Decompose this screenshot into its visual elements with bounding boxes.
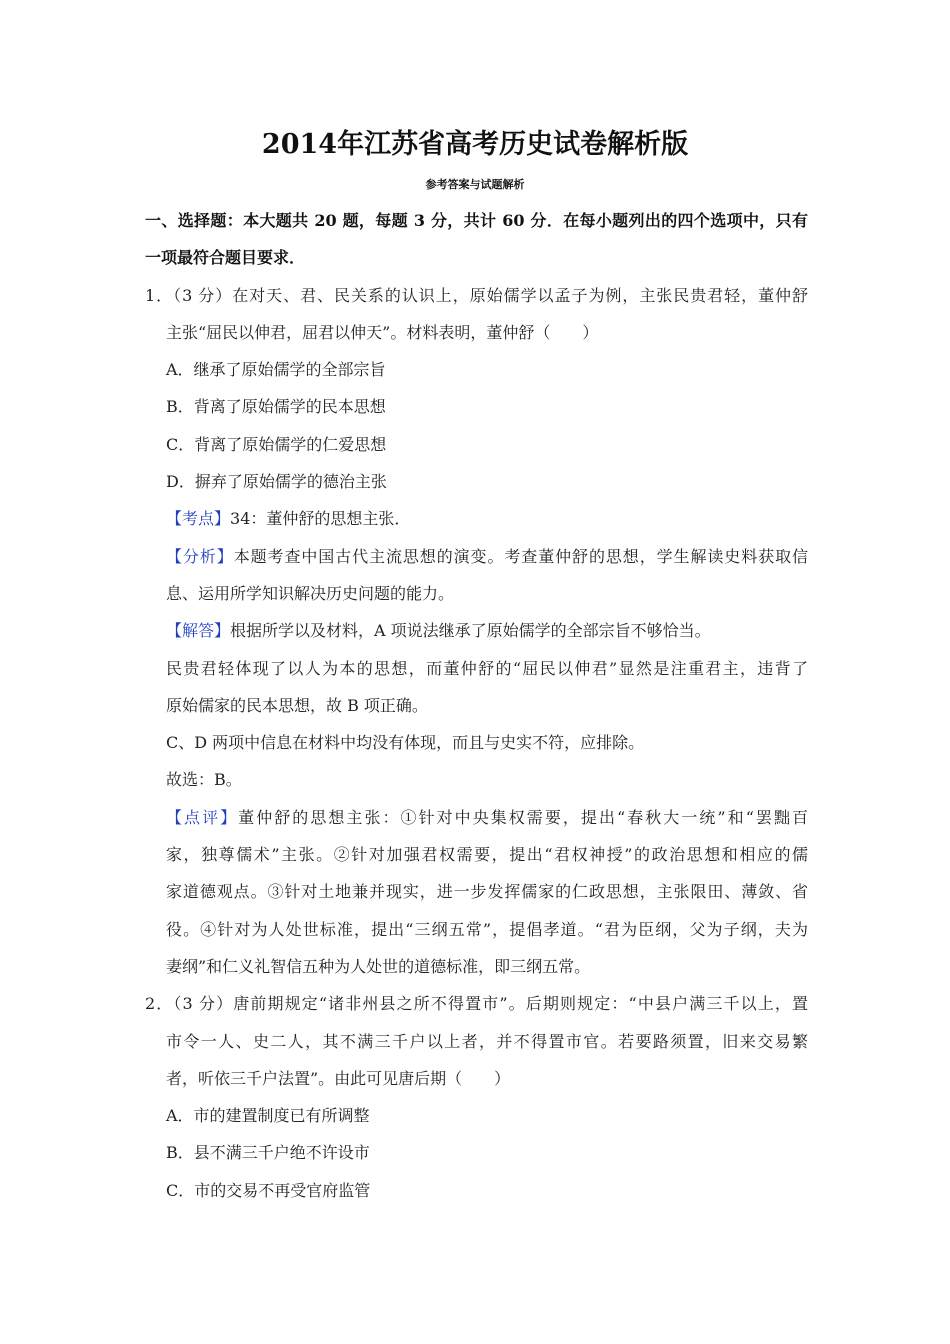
jieda-label: 【解答】 <box>166 621 231 641</box>
q1-stem: 1．（3 分）在对天、君、民关系的认识上，原始儒学以孟子为例，主张民贵君轻，董仲舒 <box>145 285 808 305</box>
q1-dianping-5: 妻纲”和仁义礼智信五种为人处世的道德标准，即三纲五常。 <box>166 956 591 976</box>
section-heading: 一、选择题：本大题共 20 题，每题 3 分，共计 60 分．在每小题列出的四个选项中，只有 <box>145 211 808 230</box>
q1-option-b: B．背离了原始儒学的民本思想 <box>166 397 386 417</box>
kaodian-text: 34：董仲舒的思想主张． <box>230 509 411 529</box>
q1-option-a: A．继承了原始儒学的全部宗旨 <box>166 360 386 380</box>
q1-dianping-4: 役。④针对为人处世标准，提出“三纲五常”，提倡孝道。“君为臣纲，父为子纲，夫为 <box>166 919 808 939</box>
section-heading-cont: 一项最符合题目要求． <box>145 248 306 268</box>
q1-jieda-5: 故选：B。 <box>166 770 242 790</box>
jieda-text: 根据所学以及材料，A 项说法继承了原始儒学的全部宗旨不够恰当。 <box>230 621 711 641</box>
q1-dianping-3: 家道德观点。③针对土地兼并现实，进一步发挥儒家的仁政思想，主张限田、薄敛、省 <box>166 882 808 902</box>
fenxi-label: 【分析】 <box>166 546 234 566</box>
q1-fenxi-cont: 息、运用所学知识解决历史问题的能力。 <box>166 583 455 603</box>
q1-fenxi <box>145 538 808 575</box>
q1-option-d: D．摒弃了原始儒学的德治主张 <box>166 472 387 492</box>
kaodian-label: 【考点】 <box>166 509 231 529</box>
q2-stem-2: 市令一人、史二人，其不满三千户以上者，并不得置市官。若要路须置，旧来交易繁 <box>166 1031 808 1051</box>
q1-jieda-3: 原始儒家的民本思想，故 B 项正确。 <box>166 695 428 715</box>
q1-jieda <box>145 612 808 649</box>
q1-stem-cont: 主张“屈民以伸君，屈君以伸天”。材料表明，董仲舒（ ） <box>166 322 599 342</box>
q2-stem-3: 者，听依三千户法置”。由此可见唐后期（ ） <box>166 1068 511 1088</box>
q1-option-c: C．背离了原始儒学的仁爱思想 <box>166 434 387 454</box>
q1-dianping <box>145 799 808 836</box>
document-subtitle: 参考答案与试题解析 <box>425 178 525 191</box>
q1-dianping-2: 家，独尊儒术”主张。②针对加强君权需要，提出“君权神授”的政治思想和相应的儒 <box>166 845 808 865</box>
q2-option-b: B．县不满三千户绝不许设市 <box>166 1143 370 1163</box>
q1-jieda-4: C、D 两项中信息在材料中均没有体现，而且与史实不符，应排除。 <box>166 733 645 753</box>
dianping-text: 董仲舒的思想主张：①针对中央集权需要，提出“春秋大一统”和“罢黜百 <box>238 807 808 827</box>
q1-jieda-2: 民贵君轻体现了以人为本的思想，而董仲舒的“屈民以伸君”显然是注重君主，违背了 <box>166 658 808 678</box>
q2-stem: 2．（3 分）唐前期规定“诸非州县之所不得置市”。后期则规定：“中县户满三千以上，置 <box>145 994 808 1014</box>
document-body <box>145 202 808 1209</box>
fenxi-text: 本题考查中国古代主流思想的演变。考查董仲舒的思想，学生解读史料获取信 <box>233 546 808 566</box>
q2-option-a: A．市的建置制度已有所调整 <box>166 1106 370 1126</box>
document-title: 2014年江苏省高考历史试卷解析版 <box>261 129 689 160</box>
dianping-label: 【点评】 <box>166 807 239 827</box>
q2-option-c: C．市的交易不再受官府监管 <box>166 1180 371 1200</box>
q1-kaodian <box>145 500 808 537</box>
